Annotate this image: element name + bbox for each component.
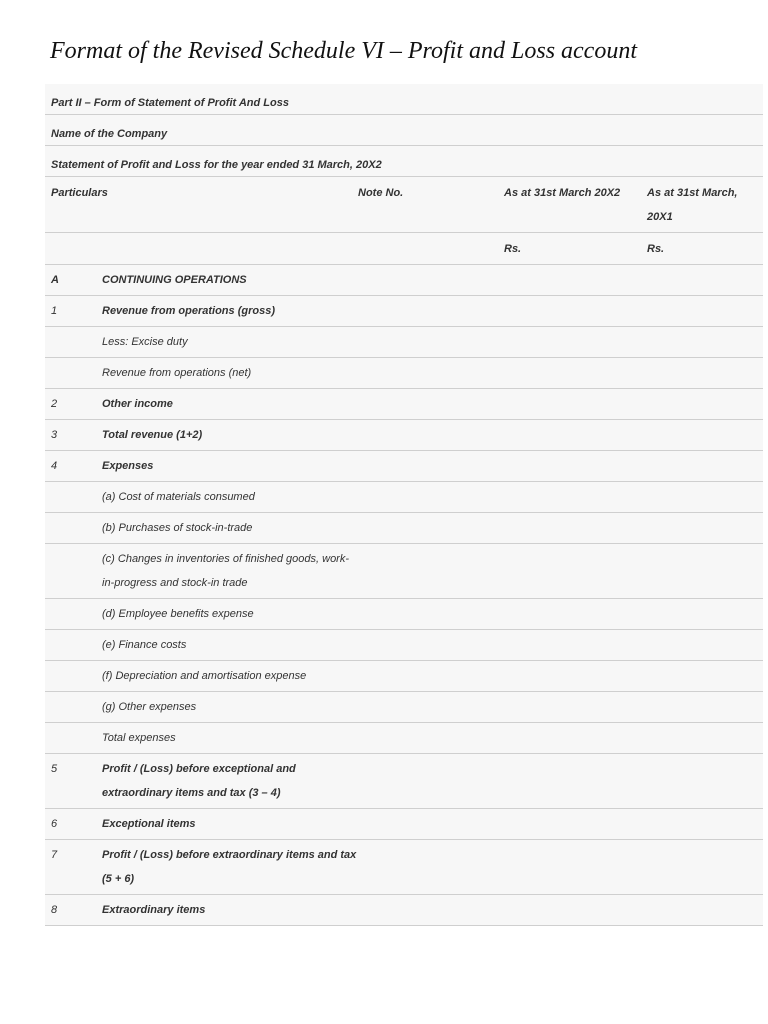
row-number: 5	[51, 763, 58, 775]
page-title: Format of the Revised Schedule VI – Profit and Loss account	[50, 38, 638, 64]
current-year-header: As at 31st March 20X2	[504, 187, 621, 199]
row-particulars: (f) Depreciation and amortisation expense	[102, 670, 307, 682]
header-spacer	[102, 180, 358, 181]
statement-table	[45, 84, 763, 926]
row-number: 3	[51, 429, 58, 441]
row-particulars: Profit / (Loss) before exceptional and extraordinary items and tax (3 – 4)	[102, 763, 296, 799]
table-row	[45, 599, 763, 630]
table-row	[45, 692, 763, 723]
row-particulars: (e) Finance costs	[102, 639, 187, 651]
row-number: 8	[51, 904, 58, 916]
row-number: 6	[51, 818, 58, 830]
row-particulars: Profit / (Loss) before extraordinary items and tax (5 + 6)	[102, 849, 357, 885]
row-particulars: (a) Cost of materials consumed	[102, 491, 255, 503]
row-particulars: (b) Purchases of stock-in-trade	[102, 522, 253, 534]
row-number: 1	[51, 305, 58, 317]
row-particulars: (g) Other expenses	[102, 701, 197, 713]
table-row	[45, 723, 763, 754]
table-row	[45, 840, 763, 895]
table-row	[45, 327, 763, 358]
column-header-row	[45, 177, 763, 233]
table-row	[45, 420, 763, 451]
table-row	[45, 265, 763, 296]
row-particulars: Expenses	[102, 460, 154, 472]
table-row	[45, 451, 763, 482]
currency-spacer	[358, 236, 504, 237]
company-name-label: Name of the Company	[51, 128, 168, 140]
row-particulars: CONTINUING OPERATIONS	[102, 274, 247, 286]
currency-row	[45, 233, 763, 265]
note-no-header: Note No.	[358, 187, 404, 199]
table-row	[45, 895, 763, 926]
row-particulars: (d) Employee benefits expense	[102, 608, 254, 620]
particulars-header: Particulars	[51, 187, 108, 199]
row-particulars: Other income	[102, 398, 173, 410]
row-number: 4	[51, 460, 58, 472]
table-row	[45, 661, 763, 692]
table-row	[45, 389, 763, 420]
row-particulars: Revenue from operations (gross)	[102, 305, 275, 317]
row-particulars: (c) Changes in inventories of finished goods, work-in-progress and stock-in trade	[102, 553, 350, 589]
table-row	[45, 513, 763, 544]
row-particulars: Exceptional items	[102, 818, 196, 830]
currency-spacer	[102, 236, 358, 237]
table-row	[45, 809, 763, 840]
part-row	[45, 84, 763, 115]
currency-spacer	[45, 236, 102, 237]
table-row	[45, 358, 763, 389]
row-number: A	[51, 274, 59, 286]
row-particulars: Total expenses	[102, 732, 176, 744]
table-row	[45, 544, 763, 599]
row-number: 7	[51, 849, 58, 861]
table-row	[45, 482, 763, 513]
row-particulars: Extraordinary items	[102, 904, 206, 916]
statement-row	[45, 146, 763, 177]
currency-current: Rs.	[504, 243, 522, 255]
table-row	[45, 630, 763, 661]
row-number: 2	[51, 398, 58, 410]
table-row	[45, 296, 763, 327]
company-row	[45, 115, 763, 146]
statement-heading: Statement of Profit and Loss for the year ended 31 March, 20X2	[51, 159, 382, 171]
part-heading: Part II – Form of Statement of Profit And Loss	[51, 97, 289, 109]
row-particulars: Revenue from operations (net)	[102, 367, 252, 379]
line-items	[45, 265, 763, 926]
table-row	[45, 754, 763, 809]
row-particulars: Total revenue (1+2)	[102, 429, 203, 441]
currency-previous: Rs.	[647, 243, 665, 255]
previous-year-header: As at 31st March, 20X1	[647, 187, 738, 223]
row-particulars: Less: Excise duty	[102, 336, 188, 348]
